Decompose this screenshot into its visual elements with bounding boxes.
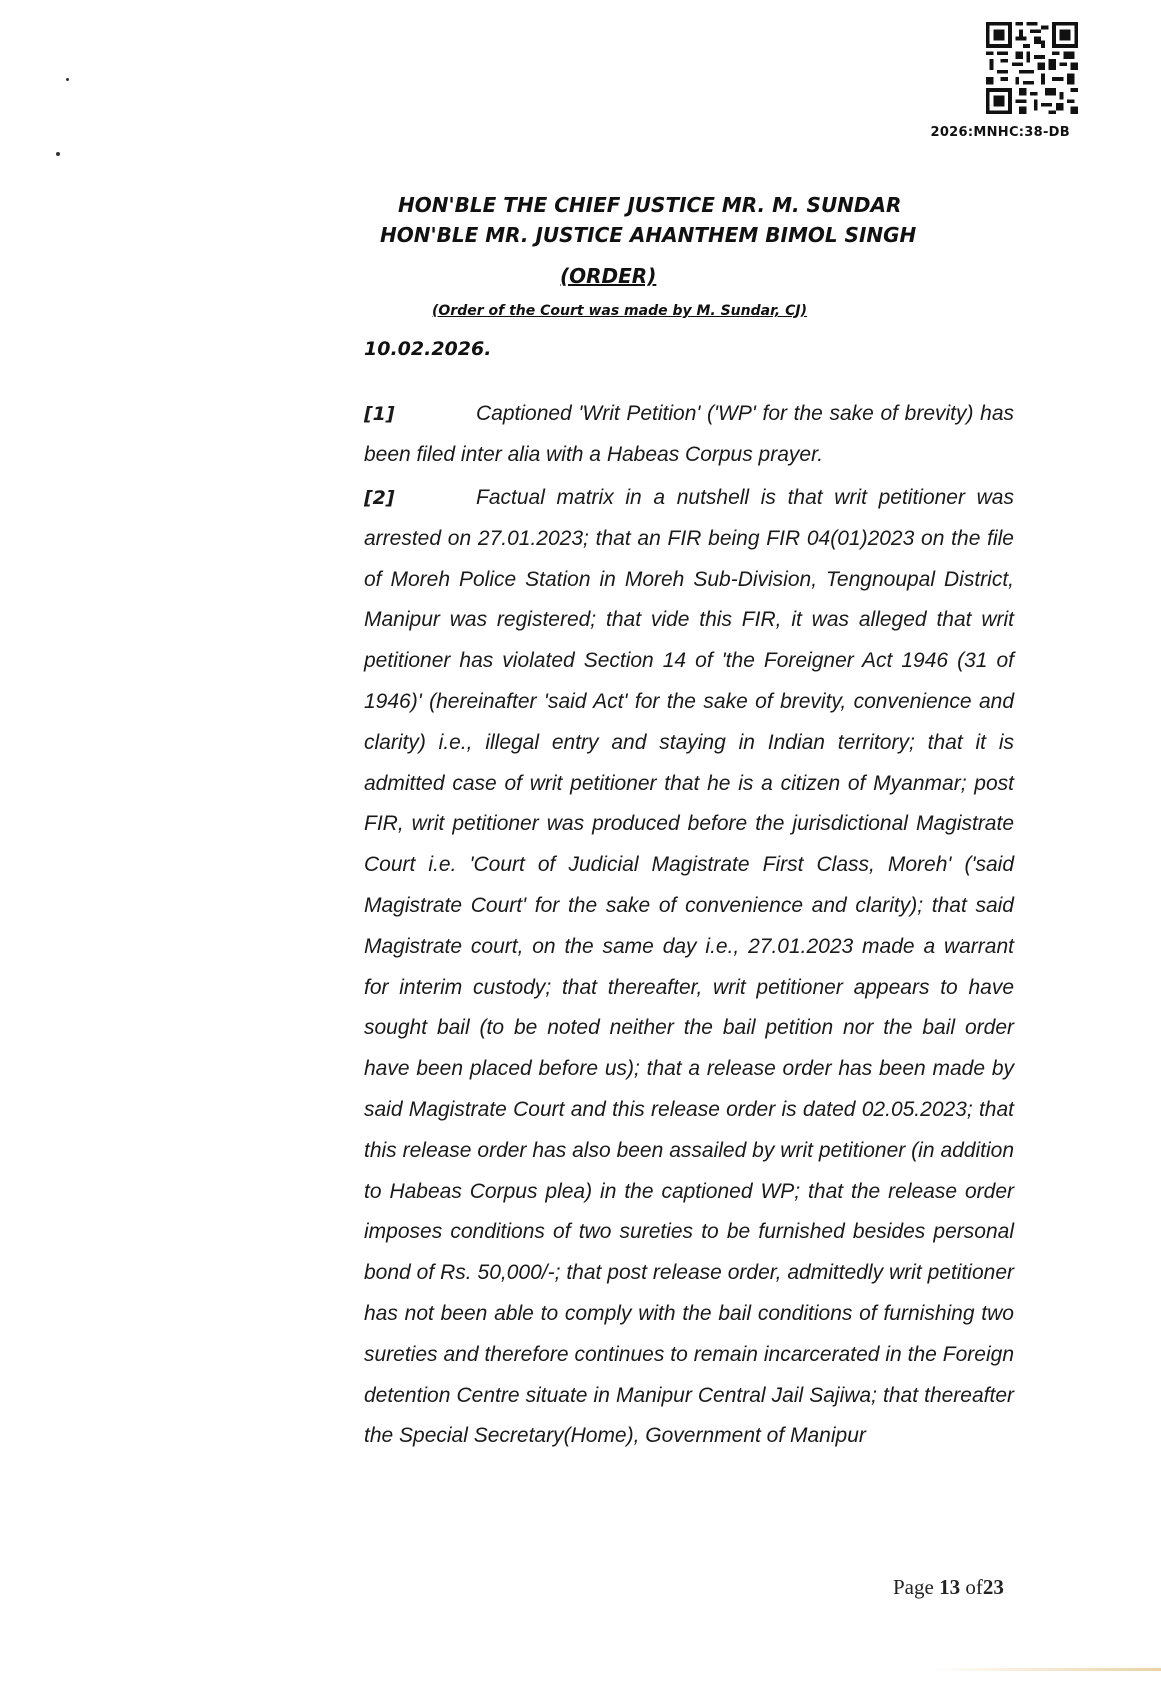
paragraph-text: Captioned 'Writ Petition' ('WP' for the sake of brevity) has been filed inter alia with a Habeas Corpus prayer. bbox=[364, 402, 1014, 466]
paragraph-text: Factual matrix in a nutshell is that writ petitioner was arrested on 27.01.2023; that an FIR being FIR 04(01)2023 on the file of Moreh Police Station in Moreh Sub-Division, Tengnoupal District, Manipur was registered; that vide this FIR, it was alleged that writ petitioner has violated Section 14 of 'the Foreigner Act 1946 (31 of 1946)' (hereinafter 'said Act' for the sake of brevity, convenience and clarity) i.e., illegal entry and staying in Indian territory; that it is admitted case of writ petitioner that he is a citizen of Myanmar; post FIR, writ petitioner was produced before the jurisdictional Magistrate Court i.e. 'Court of Judicial Magistrate First Class, Moreh' ('said Magistrate Court' for the sake of convenience and clarity); that said Magistrate court, on the same day i.e., 27.01.2023 made a warrant for interim custody; that thereafter, writ petitioner appears to have sought bail (to be noted neither the bail petition nor the bail order have been placed before us); that a release order has been made by said Magistrate Court and this release order is dated 02.05.2023; that this release order has also been assailed by writ petitioner (in addition to Habeas Corpus plea) in the captioned WP; that the release order imposes conditions of two sureties to be furnished besides personal bond of Rs. 50,000/-; that post release order, admittedly writ petitioner has not been able to comply with the bail conditions of furnishing two sureties and therefore continues to remain incarcerated in the Foreign detention Centre situate in Manipur Central Jail Sajiwa; that thereafter the Special Secretary(Home), Government of Manipur bbox=[364, 486, 1014, 1448]
paragraph bbox=[364, 394, 1014, 476]
page-prefix: Page bbox=[893, 1575, 934, 1599]
order-heading: (ORDER) bbox=[560, 264, 657, 288]
paragraph-number: [1] bbox=[364, 403, 395, 425]
judge-name: HON'BLE THE CHIEF JUSTICE MR. M. SUNDAR bbox=[398, 193, 902, 217]
paragraph-number: [2] bbox=[364, 487, 395, 509]
page-total: 23 bbox=[982, 1575, 1004, 1599]
order-subheading: (Order of the Court was made by M. Sundar, CJ) bbox=[432, 303, 808, 319]
qr-code-icon bbox=[986, 22, 1078, 114]
scan-speck bbox=[66, 78, 69, 81]
order-date: 10.02.2026. bbox=[364, 338, 492, 360]
paragraph bbox=[364, 478, 1014, 1457]
page-number bbox=[893, 1575, 1004, 1600]
scan-speck bbox=[56, 152, 60, 156]
neutral-citation: 2026:MNHC:38-DB bbox=[930, 125, 1070, 140]
judge-name: HON'BLE MR. JUSTICE AHANTHEM BIMOL SINGH bbox=[380, 223, 917, 247]
scan-edge bbox=[930, 1668, 1161, 1671]
bench-composition bbox=[350, 190, 930, 250]
page-of: of bbox=[965, 1575, 983, 1599]
page-current: 13 bbox=[939, 1575, 961, 1599]
